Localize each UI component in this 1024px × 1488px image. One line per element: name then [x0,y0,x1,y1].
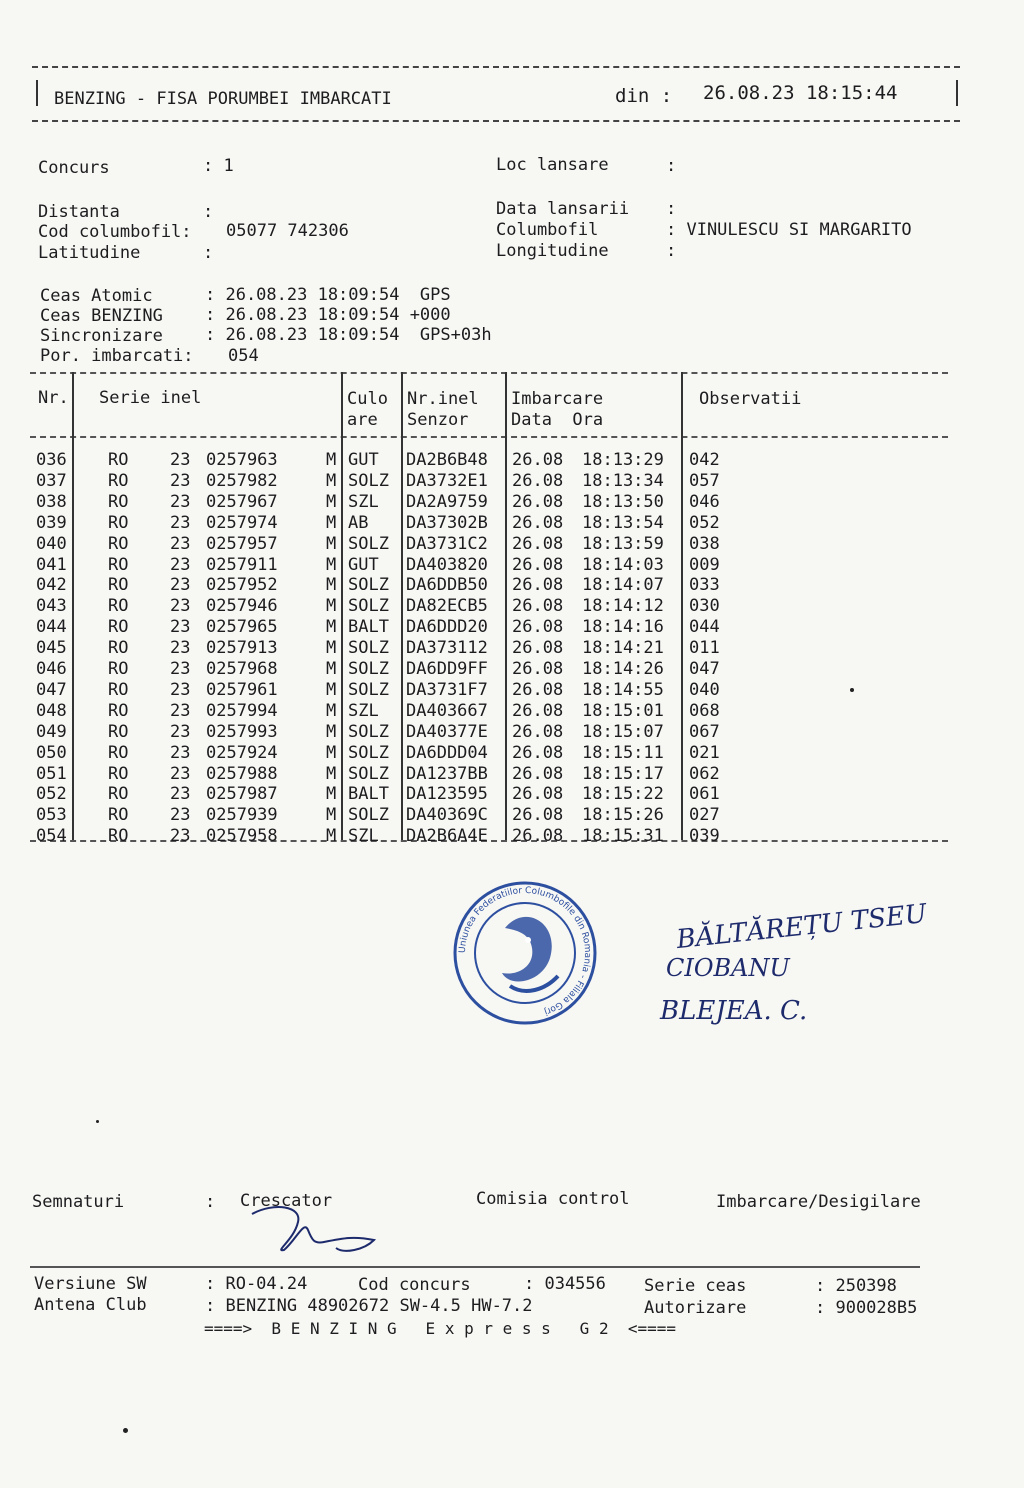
longitudine-value: : [666,241,677,261]
cell-nr: 041 [36,554,67,575]
latitudine-value: : [203,243,214,263]
cell-tara: RO [108,575,129,596]
cell-sex: M [326,575,337,596]
cell-tara: RO [108,617,129,638]
cell-an: 23 [170,659,191,679]
cell-senzor: DA3731F7 [406,679,488,700]
versiune-label: Versiune SW [34,1274,147,1294]
th-nr-inel-2: Senzor [407,410,469,430]
ink-spot [96,1120,99,1123]
cell-inel: 0257911 [206,554,278,575]
benzing-express-line: ====> B E N Z I N G E x p r e s s G 2 <==== [204,1319,677,1338]
cell-sex: M [326,826,337,847]
cell-tara: RO [108,450,129,470]
cell-data: 26.08 [512,638,564,659]
cell-an: 23 [170,575,191,596]
cell-culoare: SOLZ [348,533,389,554]
columbofil-label: Columbofil [496,220,599,240]
comisia-control-label: Comisia control [476,1189,630,1209]
cell-tara: RO [108,659,129,679]
th-serie-inel: Serie inel [99,388,202,408]
handwritten-name-2: CIOBANU [666,954,790,982]
svg-text:Uniunea Federatiilor Columbofi [458,886,592,1017]
cell-inel: 0257974 [206,512,278,533]
cell-data: 26.08 [512,470,564,491]
sincronizare-label: Sincronizare [40,326,163,346]
table-header-rule [30,436,948,438]
cell-culoare: GUT [348,450,379,470]
cell-nr: 049 [36,721,67,742]
cell-culoare: AB [348,512,369,533]
cell-ora: 18:14:16 [582,617,664,638]
cell-culoare: SZL [348,700,379,721]
loc-lansare-label: Loc lansare [496,155,609,175]
antena-value: : BENZING 48902672 SW-4.5 HW-7.2 [205,1296,533,1316]
cell-data: 26.08 [512,742,564,763]
cell-senzor: DA1237BB [406,763,488,784]
cell-observatii: 068 [689,700,720,721]
cell-senzor: DA40369C [406,805,488,826]
cell-tara: RO [108,491,129,512]
cell-ora: 18:13:29 [582,450,664,470]
cell-an: 23 [170,491,191,512]
cell-ora: 18:13:59 [582,533,664,554]
cell-sex: M [326,763,337,784]
col-line-nr [72,372,74,840]
cell-nr: 036 [36,450,67,470]
crescator-label: Crescator [240,1191,333,1211]
cell-inel: 0257987 [206,784,278,805]
cell-culoare: BALT [348,784,389,805]
longitudine-label: Longitudine [496,241,609,261]
cell-tara: RO [108,554,129,575]
cell-inel: 0257963 [206,450,278,470]
cell-observatii: 047 [689,659,720,679]
autorizare-value: : 900028B5 [815,1298,918,1318]
concurs-label: Concurs [38,158,110,178]
cell-ora: 18:15:31 [582,826,664,847]
cell-data: 26.08 [512,805,564,826]
cell-sex: M [326,784,337,805]
cell-senzor: DA6DDD20 [406,617,488,638]
cell-data: 26.08 [512,575,564,596]
cell-an: 23 [170,763,191,784]
cell-an: 23 [170,554,191,575]
cell-inel: 0257994 [206,700,278,721]
cell-nr: 052 [36,784,67,805]
cell-observatii: 038 [689,533,720,554]
cell-ora: 18:14:12 [582,596,664,617]
cell-data: 26.08 [512,554,564,575]
cell-inel: 0257961 [206,679,278,700]
cell-data: 26.08 [512,679,564,700]
versiune-value: : RO-04.24 [205,1274,308,1294]
cell-culoare: SOLZ [348,721,389,742]
ink-spot [850,688,854,692]
cod-columbofil-label: Cod columbofil: [38,222,192,242]
distanta-value: : [203,202,214,222]
cell-ora: 18:15:01 [582,700,664,721]
cell-ora: 18:14:03 [582,554,664,575]
cell-senzor: DA6DDD04 [406,742,488,763]
cell-an: 23 [170,450,191,470]
cell-tara: RO [108,512,129,533]
cell-data: 26.08 [512,491,564,512]
table-top-rule [30,372,948,374]
cell-culoare: SOLZ [348,659,389,679]
cell-sex: M [326,491,337,512]
cell-observatii: 057 [689,470,720,491]
cell-ora: 18:14:26 [582,659,664,679]
cell-an: 23 [170,512,191,533]
cell-an: 23 [170,784,191,805]
cell-nr: 042 [36,575,67,596]
cell-data: 26.08 [512,533,564,554]
cell-culoare: BALT [348,617,389,638]
cell-observatii: 040 [689,679,720,700]
cell-data: 26.08 [512,700,564,721]
header-din-label: din : [615,85,673,107]
cell-an: 23 [170,596,191,617]
cell-ora: 18:14:55 [582,679,664,700]
cell-culoare: SOLZ [348,742,389,763]
cell-senzor: DA3731C2 [406,533,488,554]
cell-ora: 18:15:22 [582,784,664,805]
sincronizare-value: : 26.08.23 18:09:54 GPS+03h [205,325,492,345]
cell-data: 26.08 [512,763,564,784]
cell-observatii: 033 [689,575,720,596]
cell-nr: 040 [36,533,67,554]
cell-observatii: 061 [689,784,720,805]
col-line-imbarcare [681,372,683,840]
cell-senzor: DA2B6A4E [406,826,488,847]
cell-data: 26.08 [512,826,564,847]
loc-lansare-value: : [666,156,677,176]
cell-data: 26.08 [512,450,564,470]
cell-tara: RO [108,700,129,721]
imbarcare-desigilare-label: Imbarcare/Desigilare [716,1192,921,1212]
header-din-value: 26.08.23 18:15:44 [703,82,898,104]
handwritten-name-3: BLEJEA. C. [660,996,808,1026]
th-observatii: Observatii [699,389,802,409]
cell-an: 23 [170,700,191,721]
cell-ora: 18:15:26 [582,805,664,826]
col-line-senzor [505,372,507,840]
cell-an: 23 [170,638,191,659]
cell-ora: 18:15:11 [582,742,664,763]
cell-data: 26.08 [512,512,564,533]
cell-tara: RO [108,533,129,554]
cell-observatii: 039 [689,826,720,847]
cell-observatii: 046 [689,491,720,512]
cell-observatii: 067 [689,721,720,742]
cell-senzor: DA123595 [406,784,488,805]
th-nr-inel-1: Nr.inel [407,389,479,409]
header-left-border [36,80,38,106]
cell-inel: 0257993 [206,721,278,742]
cell-tara: RO [108,679,129,700]
cell-tara: RO [108,596,129,617]
cell-culoare: SOLZ [348,805,389,826]
cell-data: 26.08 [512,596,564,617]
cell-inel: 0257924 [206,742,278,763]
cell-tara: RO [108,470,129,491]
ink-spot [123,1428,128,1433]
col-line-culoare [401,372,403,840]
ceas-atomic-label: Ceas Atomic [40,286,153,306]
data-lansarii-value: : [666,199,677,219]
cell-sex: M [326,596,337,617]
cell-ora: 18:15:07 [582,721,664,742]
cell-tara: RO [108,721,129,742]
club-stamp [450,878,600,1028]
cell-data: 26.08 [512,617,564,638]
cell-inel: 0257913 [206,638,278,659]
data-lansarii-label: Data lansarii [496,199,630,219]
cell-sex: M [326,617,337,638]
cell-nr: 039 [36,512,67,533]
cell-culoare: GUT [348,554,379,575]
latitudine-label: Latitudine [38,243,141,263]
cell-inel: 0257957 [206,533,278,554]
cell-an: 23 [170,679,191,700]
cell-inel: 0257939 [206,805,278,826]
cell-an: 23 [170,721,191,742]
cell-observatii: 052 [689,512,720,533]
cell-sex: M [326,700,337,721]
cell-an: 23 [170,617,191,638]
cell-nr: 037 [36,470,67,491]
cell-tara: RO [108,742,129,763]
cell-inel: 0257967 [206,491,278,512]
cell-senzor: DA6DDB50 [406,575,488,596]
cell-senzor: DA40377E [406,721,488,742]
cell-nr: 048 [36,700,67,721]
cell-culoare: SZL [348,826,379,847]
cell-nr: 043 [36,596,67,617]
th-nr: Nr. [38,388,69,408]
cell-data: 26.08 [512,659,564,679]
cell-sex: M [326,450,337,470]
stamp-text: Uniunea Federatiilor Columbofile din Romania - Filiala Gorj [457,885,593,1017]
cell-culoare: SOLZ [348,470,389,491]
semnaturi-label: Semnaturi [32,1192,125,1212]
cell-observatii: 021 [689,742,720,763]
cell-an: 23 [170,742,191,763]
handwritten-name-1: BĂLTĂREȚU TSEU [675,898,929,956]
cell-sex: M [326,512,337,533]
cell-sex: M [326,805,337,826]
cell-ora: 18:14:21 [582,638,664,659]
distanta-label: Distanta [38,202,120,222]
cell-senzor: DA6DD9FF [406,659,488,679]
document-title: BENZING - FISA PORUMBEI IMBARCATI [54,89,392,109]
cell-nr: 050 [36,742,67,763]
cell-tara: RO [108,763,129,784]
cell-sex: M [326,659,337,679]
por-imbarcati-value: 054 [228,346,259,366]
col-line-inel [341,372,343,840]
cell-ora: 18:13:54 [582,512,664,533]
th-imbarcare-2: Data Ora [511,410,604,430]
footer-rule [30,1266,920,1268]
cell-tara: RO [108,826,129,847]
cell-an: 23 [170,533,191,554]
cell-observatii: 044 [689,617,720,638]
cell-inel: 0257958 [206,826,278,847]
ceas-benzing-value: : 26.08.23 18:09:54 +000 [205,305,451,325]
cell-ora: 18:14:07 [582,575,664,596]
cell-sex: M [326,742,337,763]
cell-observatii: 009 [689,554,720,575]
cell-observatii: 011 [689,638,720,659]
columbofil-value: : VINULESCU SI MARGARITO [666,220,912,240]
cell-inel: 0257965 [206,617,278,638]
por-imbarcati-label: Por. imbarcati: [40,346,194,366]
cell-sex: M [326,638,337,659]
cell-observatii: 027 [689,805,720,826]
ceas-atomic-value: : 26.08.23 18:09:54 GPS [205,285,451,305]
cell-inel: 0257988 [206,763,278,784]
cell-an: 23 [170,805,191,826]
cell-culoare: SOLZ [348,575,389,596]
cell-nr: 051 [36,763,67,784]
antena-label: Antena Club [34,1295,147,1315]
th-imbarcare-1: Imbarcare [511,389,604,409]
cell-sex: M [326,533,337,554]
cell-observatii: 030 [689,596,720,617]
table-bottom-rule [30,840,948,842]
header-right-border [956,80,958,106]
cod-columbofil-value: 05077 742306 [226,221,349,241]
cell-culoare: SOLZ [348,638,389,659]
autorizare-label: Autorizare [644,1298,747,1318]
cell-senzor: DA403667 [406,700,488,721]
cell-data: 26.08 [512,784,564,805]
cell-tara: RO [108,784,129,805]
cell-senzor: DA2B6B48 [406,450,488,470]
cell-tara: RO [108,805,129,826]
cell-ora: 18:15:17 [582,763,664,784]
semnaturi-colon: : [205,1192,216,1212]
cod-concurs-label: Cod concurs [358,1275,471,1295]
serie-ceas-value: : 250398 [815,1276,897,1296]
cell-senzor: DA37302B [406,512,488,533]
cell-sex: M [326,679,337,700]
cell-senzor: DA82ECB5 [406,596,488,617]
cell-nr: 044 [36,617,67,638]
cell-nr: 045 [36,638,67,659]
cell-tara: RO [108,638,129,659]
serie-ceas-label: Serie ceas [644,1276,747,1296]
cell-inel: 0257952 [206,575,278,596]
cell-sex: M [326,721,337,742]
cell-nr: 054 [36,826,67,847]
cell-inel: 0257946 [206,596,278,617]
ceas-benzing-label: Ceas BENZING [40,306,163,326]
cell-senzor: DA2A9759 [406,491,488,512]
cell-senzor: DA403820 [406,554,488,575]
cell-culoare: SZL [348,491,379,512]
cod-concurs-value: : 034556 [524,1274,606,1294]
crescator-signature-icon [244,1200,384,1260]
cell-ora: 18:13:50 [582,491,664,512]
cell-nr: 038 [36,491,67,512]
th-culoare-1: Culo [347,389,388,409]
th-culoare-2: are [347,410,378,430]
cell-observatii: 062 [689,763,720,784]
cell-nr: 046 [36,659,67,679]
concurs-value: : 1 [203,156,234,176]
cell-sex: M [326,470,337,491]
cell-senzor: DA373112 [406,638,488,659]
cell-nr: 047 [36,679,67,700]
cell-an: 23 [170,470,191,491]
cell-inel: 0257982 [206,470,278,491]
cell-an: 23 [170,826,191,847]
cell-culoare: SOLZ [348,596,389,617]
cell-sex: M [326,554,337,575]
cell-culoare: SOLZ [348,763,389,784]
cell-data: 26.08 [512,721,564,742]
cell-nr: 053 [36,805,67,826]
cell-observatii: 042 [689,450,720,470]
cell-senzor: DA3732E1 [406,470,488,491]
cell-inel: 0257968 [206,659,278,679]
cell-culoare: SOLZ [348,679,389,700]
cell-ora: 18:13:34 [582,470,664,491]
